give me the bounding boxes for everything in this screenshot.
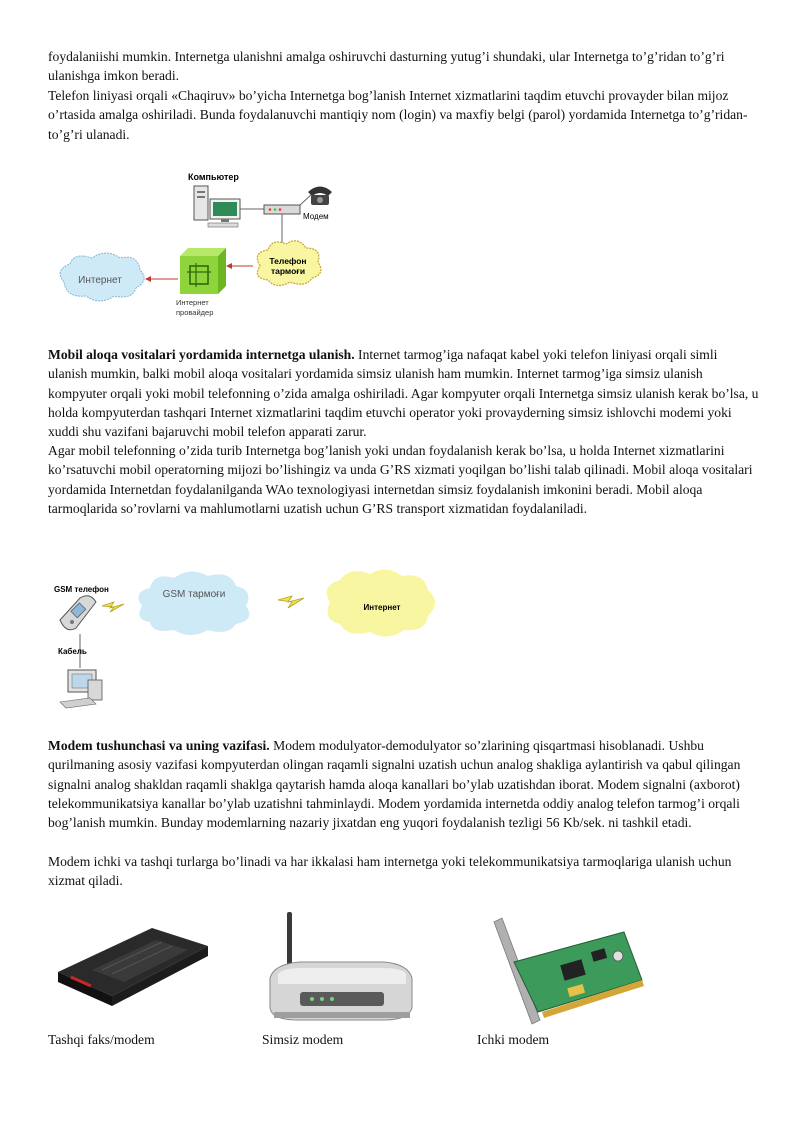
- dialup-diagram: [50, 166, 350, 322]
- modem-label: Модем: [303, 212, 329, 221]
- paragraph-mobile: [48, 345, 760, 441]
- gsm-network-cloud: [138, 571, 249, 635]
- gsm-phone-label: GSM телефон: [54, 585, 109, 594]
- cable-label: Кабель: [58, 647, 87, 656]
- heading-modem: Modem tushunchasi va uning vazifasi.: [48, 738, 270, 753]
- paragraph-gprs: Agar mobil telefonning o’zida turib Internetga bog’lanish yoki undan foydalanish kerak bo’lsa, u holda Internet xizmatlarini ko’rsatuvchi mobil operatorning mijozi bo’lishingiz va unda G’RS xizmati yoqilgan bo’lishi talab qilinadi. Mobil aloqa vositalari yordamida Internetdan foydalanilganda WAo texnologiyasi internetdan simsiz foydalanish imkonini beradi. Mobil aloqa tarmoqlarida so’rovlarni va mahlumotlarni uzatish uchun G’RS transport xizmatidan foydalaniladi.: [48, 443, 753, 516]
- gsm-phone-icon: [60, 596, 96, 630]
- provider-label-2: провайдер: [176, 308, 214, 317]
- telephone-icon: [308, 187, 332, 206]
- provider-label-1: Интернет: [176, 298, 209, 307]
- signal-bolt-icon: [102, 602, 124, 612]
- caption-wireless-modem: Simsiz modem: [262, 1032, 344, 1047]
- paragraph-intro: foydalaniishi mumkin. Internetga ulanishni amalga oshiruvchi dasturning yutug’i shundaki, ular Internetga to’g’ridan to’g’ri ulanishga imkon beradi.: [48, 49, 725, 84]
- caption-external-modem: Tashqi faks/modem: [48, 1032, 155, 1047]
- computer-label: Компьютер: [188, 172, 239, 182]
- paragraph-modem-types: Modem ichki va tashqi turlarga bo’linadi va har ikkalasi ham internetga yoki telekommunikatsiya tarmoqlariga ulanish uchun xizmat qiladi.: [48, 854, 732, 889]
- computer-icon: [194, 186, 240, 227]
- paragraph-modem: [48, 736, 760, 832]
- caption-internal-modem: Ichki modem: [477, 1032, 550, 1047]
- internet-label: Интернет: [363, 603, 401, 612]
- paragraph-dialup: Telefon liniyasi orqali «Chaqiruv» bo’yicha Internetga bog’lanish Internet xizmatlarini taqdim etuvchi provayder bilan mijoz o’rtasida amalga oshiriladi. Bunda foydalanuvchi mantiqiy nom (login) va maxfiy belgi (parol) yordamida Internetga to’g’ridan-to’g’ri ulanadi.: [48, 88, 748, 142]
- phone-network-label-2: тармоғи: [270, 266, 306, 276]
- paragraph-mobile-text: Internet tarmog’iga nafaqat kabel yoki telefon liniyasi orqali simli ulanish mumkin, balki mobil aloqa vositalari yordamida simsiz ulanish ham mumkin. Internet tarmog’iga simsiz ulanish kompyuter orqali yoki mobil telefonning o’zida amalga oshiriladi. Agar kompyuter orqali Internetga simsiz ulanish kerak bo’lsa, u holda kompyuterdan tashqari Internet xizmatlarini taqdim etuvchi operator yoki provayderning simsiz ishlovchi modemi yoki xuddi shu vazifani bajaruvchi mobil telefon apparati zarur.: [48, 347, 759, 440]
- gsm-network-label: GSM тармоғи: [162, 589, 226, 600]
- modem-icon: [264, 205, 300, 214]
- phone-network-label-1: Телефон: [269, 256, 307, 266]
- computer-icon: [60, 670, 102, 708]
- internet-label: Интернет: [78, 275, 122, 286]
- heading-mobile: Mobil aloqa vositalari yordamida internetga ulanish.: [48, 347, 355, 362]
- wireless-modem-image: [260, 908, 420, 1026]
- signal-bolt-icon: [278, 596, 304, 608]
- internal-modem-image: [492, 916, 652, 1028]
- gsm-diagram: [50, 562, 450, 718]
- paragraph-modem-text: Modem modulyator-demodulyator so’zlarining qisqartmasi hisoblanadi. Ushbu qurilmaning asosiy vazifasi kompyuterdan olingan raqamli signalni uzatish uchun analog shakliga aylantirish va qabul qilingan signalni analog shakldan raqamli shaklga qaytarish hamda aloqa kanallari bo’ylab uzatishdan iborat. Modem signalni (axborot) telekommunikatsiya kanallar bo’ylab uzatishni tahminlaydi. Modem yordamida internetda oddiy analog telefon tarmog’i orqali bog’lanish mumkin. Bunday modemlarning nazariy jixatdan eng yuqori foydalanish tezligi 56 Kb/sek. ni tashkil etadi.: [48, 738, 741, 831]
- provider-icon: [180, 248, 226, 294]
- external-modem-image: [52, 920, 212, 1008]
